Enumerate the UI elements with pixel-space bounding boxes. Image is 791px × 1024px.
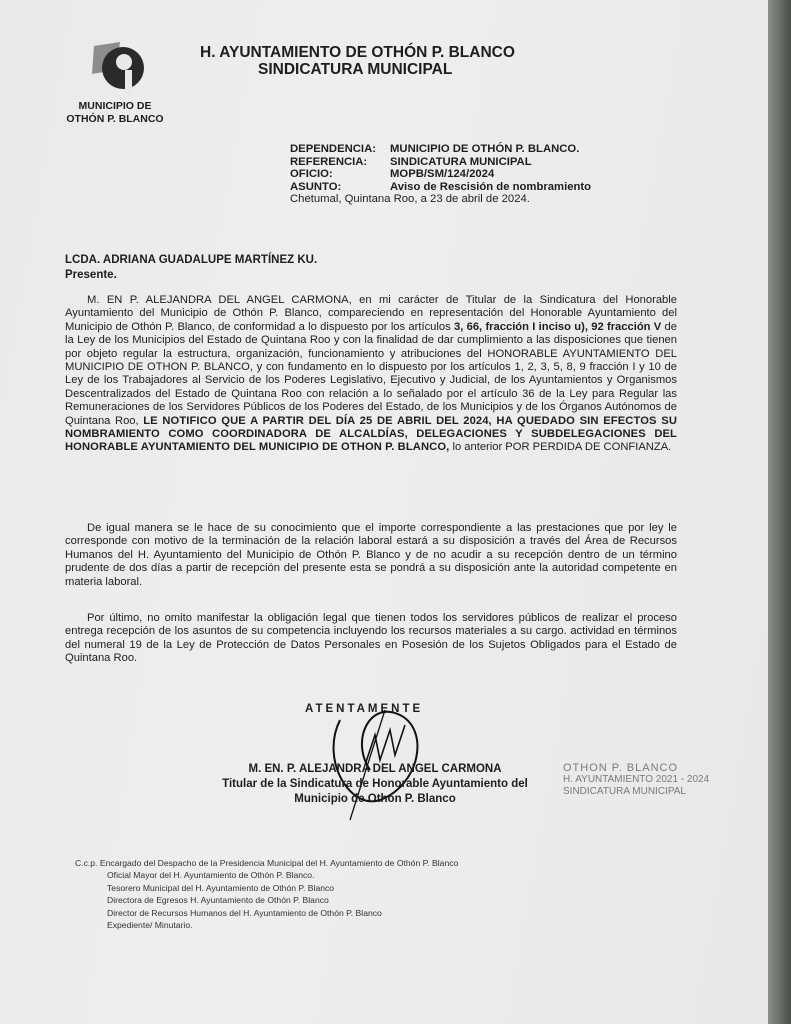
ref-key: DEPENDENCIA:: [290, 143, 376, 155]
signature-block: [195, 762, 555, 807]
paragraph-benefits: [65, 522, 677, 589]
logo-text: MUNICIPIO DE OTHÓN P. BLANCO: [66, 100, 164, 125]
paragraph-notification: [65, 294, 677, 455]
p1-notice: LE NOTIFICO QUE A PARTIR DEL DÍA 25 DE ABRIL DEL 2024, HA QUEDADO SIN EFECTOS SU NOMBRAMIENTO COMO COORDINADORA DE ALCALDÍAS, DELEGACIONES Y SUBDELEGACIONES DEL HONORABLE AYUNTAMIENTO DEL MUNICIPIO DE OTHON P. BLANCO,: [65, 414, 677, 454]
stamp-line1: OTHON P. BLANCO: [563, 762, 679, 774]
handwritten-signature: [310, 690, 450, 830]
ref-row: [290, 143, 591, 156]
background-edge: [768, 0, 791, 1024]
logo-emblem-icon: [90, 40, 150, 98]
addressee: [65, 253, 317, 283]
signer-title: Titular de la Sindicatura de Honorable Ayuntamiento del: [222, 778, 528, 790]
p1-text-e: lo anterior POR PERDIDA DE CONFIANZA.: [449, 441, 672, 454]
ref-row: [290, 156, 591, 169]
addressee-name: LCDA. ADRIANA GUADALUPE MARTÍNEZ KU.: [65, 254, 318, 266]
signer-office: Municipio de Othón P. Blanco: [294, 793, 456, 805]
letterhead-line2: SINDICATURA MUNICIPAL: [258, 61, 453, 78]
ref-value: MOPB/SM/124/2024: [390, 168, 495, 181]
ref-key: REFERENCIA:: [290, 155, 368, 168]
p3-text: Por último, no omito manifestar la obligación legal que tienen todos los servidores públicos de realizar el proceso entrega recepción de los asuntos de su competencia incluyendo los recursos materiales a su cargo. actividad en términos del numeral 19 de la Ley de Protección de Datos Personales en Posesión de los Sujetos Obligados para el Estado de Quintana Roo.: [65, 612, 677, 665]
official-stamp: [563, 762, 709, 798]
p2-text: De igual manera se le hace de su conocimiento que el importe correspondiente a las prestaciones que por ley le corresponde con motivo de la terminación de la relación laboral estará a su disposición a través del Área de Recursos Humanos del H. Ayuntamiento del Municipio de Othón P. Blanco y de no acudir a su recepción dentro de un término prudente de dos días a partir de recepción del presente esta se pondrá a su disposición ante la autoridad competente en materia laboral.: [65, 522, 677, 588]
ccp-line: Directora de Egresos H. Ayuntamiento de Othón P. Blanco: [107, 895, 329, 906]
ccp-line: C.c.p. Encargado del Despacho de la Presidencia Municipal del H. Ayuntamiento de Othón P. Blanco: [75, 858, 459, 868]
stamp-line3: SINDICATURA MUNICIPAL: [563, 786, 686, 797]
ref-value: MUNICIPIO DE OTHÓN P. BLANCO.: [390, 143, 580, 155]
ccp-line: Tesorero Municipal del H. Ayuntamiento de Othón P. Blanco: [107, 882, 335, 893]
ref-value: SINDICATURA MUNICIPAL: [390, 155, 532, 168]
ccp-line: Director de Recursos Humanos del H. Ayuntamiento de Othón P. Blanco: [107, 907, 382, 918]
p1-articles: 3, 66, fracción I inciso u), 92 fracción V: [453, 320, 662, 333]
letterhead-line1: H. AYUNTAMIENTO DE OTHÓN P. BLANCO: [200, 44, 515, 61]
ref-key: ASUNTO:: [290, 180, 342, 193]
paragraph-handover: [65, 612, 677, 666]
signer-name: M. EN. P. ALEJANDRA DEL ANGEL CARMONA: [248, 763, 502, 775]
p1-text-c: de la Ley de los Municipios del Estado de Quintana Roo y con la finalidad de dar cumplimiento a las disposiciones que tienen por objeto regular la estructura, organización, funcionamiento y atribuciones del HONORABLE AYUNTAMIENTO DEL MUNICIPIO DE OTHON P. BLANCO, y con fundamento en lo dispuesto por los artículos 1, 2, 3, 5, 8, 9 fracción I y 10 de Ley de los Trabajadores al Servicio de los Poderes Legislativo, Ejecutivo y Judicial, de los Ayuntamientos y Organismos Descentralizados del Estado de Quintana Roo con relación a lo señalado por el artículo 36 de la Ley para Regular las Remuneraciones de los Servidores Públicos de los Poderes del Estado, de los Municipios y de los Órganos Autónomos de Quintana Roo,: [65, 320, 677, 427]
closing-atentamente: ATENTAMENTE: [305, 703, 424, 715]
ref-row: [290, 168, 591, 181]
stamp-line2: H. AYUNTAMIENTO 2021 - 2024: [563, 774, 710, 785]
municipal-logo: [60, 40, 170, 126]
addressee-presente: Presente.: [65, 269, 117, 281]
ref-row: [290, 181, 591, 194]
p1-text-a: M. EN P. ALEJANDRA DEL ANGEL CARMONA, en mi carácter de Titular de la Sindicatura del Honorable Ayuntamiento del Municipio de Othón P. Blanco, compareciendo en representación del Honorable Ayuntamiento del Municipio de Othón P. Blanco, de conformidad a lo dispuesto por los artículos: [65, 294, 677, 333]
ccp-line: Oficial Mayor del H. Ayuntamiento de Othón P. Blanco.: [107, 870, 315, 881]
letter-date: Chetumal, Quintana Roo, a 23 de abril de 2024.: [290, 193, 530, 206]
reference-block: [290, 143, 591, 206]
ref-key: OFICIO:: [290, 168, 333, 181]
ref-value: Aviso de Rescisión de nombramiento: [390, 180, 592, 193]
letterhead: [200, 44, 515, 78]
carbon-copy-list: [75, 857, 458, 931]
ccp-line: Expediente/ Minutario.: [107, 920, 193, 931]
